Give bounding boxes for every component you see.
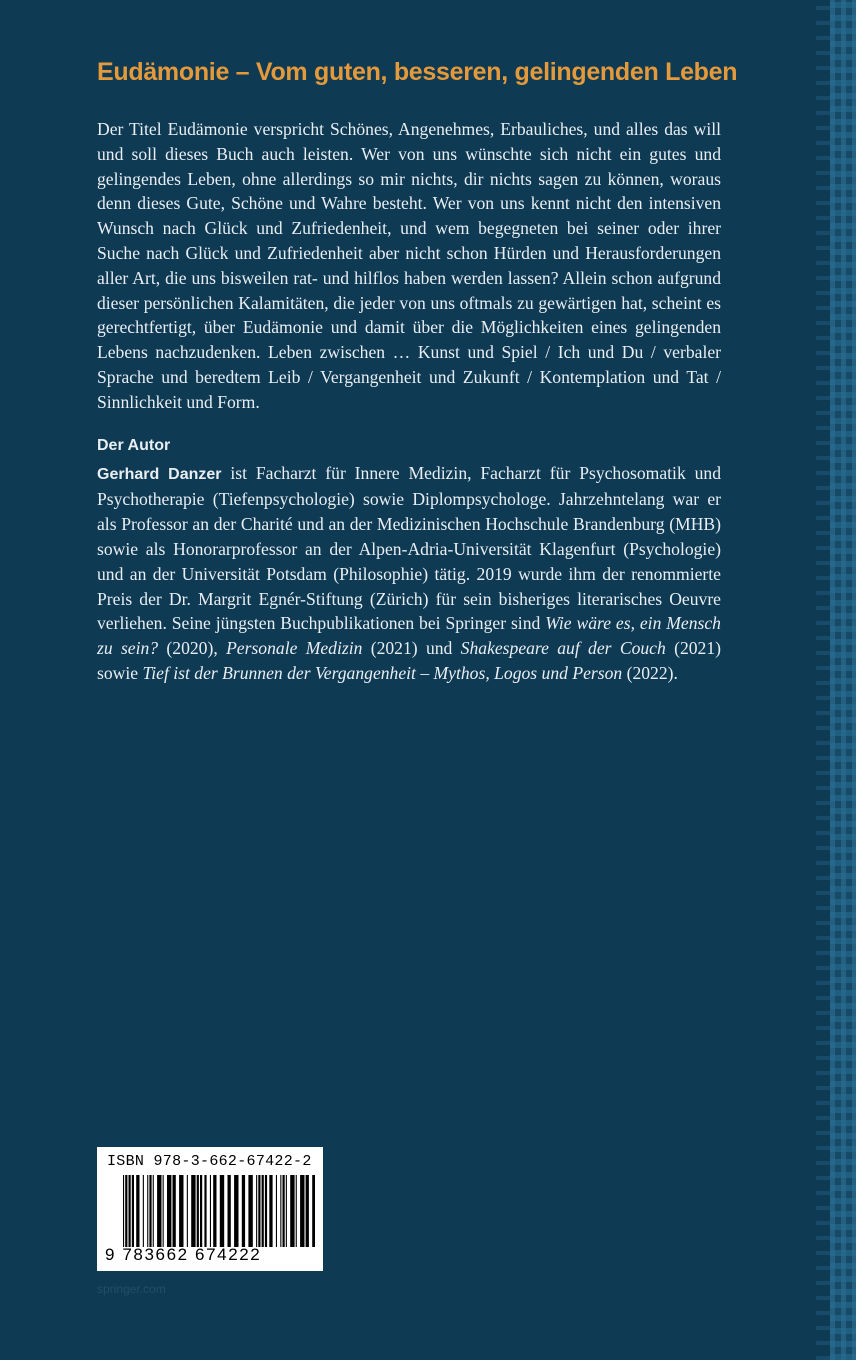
book-reference: Shakespeare auf der Couch <box>460 638 666 659</box>
barcode-bars <box>123 1175 315 1247</box>
author-bio-text: (2021) sowie <box>97 638 721 683</box>
author-name: Gerhard Danzer <box>97 465 222 483</box>
edge-pattern <box>830 0 856 1360</box>
publisher-url: springer.com <box>97 1282 166 1296</box>
author-bio-text: ist Facharzt für Innere Medizin, Facharzt für Psychosomatik und Psychotherapie (Tiefenpsychologie) sowie Diplompsychologe. Jahrzehntelang war er als Professor an der Charité und an der Medizinischen Hochschule Brandenburg (MHB) sowie als Honorarprofessor an der Alpen-Adria-Universität Klagenfurt (Psychologie) und an der Universität Potsdam (Philosophie) tätig. 2019 wurde ihm der renommierte Preis der Dr. Margrit Egnér-Stiftung (Zürich) für sein bisheriges literarisches Oeuvre verliehen. Seine jüngsten Buchpublikationen bei Springer sind <box>97 462 721 634</box>
author-bio-text: (2022). <box>622 662 678 683</box>
author-bio-text: (2020), <box>158 638 227 659</box>
author-bio-text: (2021) und <box>362 638 461 659</box>
book-reference: Tief ist der Brunnen der Vergangenheit – Mythos, Logos und Person <box>142 662 623 683</box>
book-title: Eudämonie – Vom guten, besseren, gelingenden Leben <box>97 58 738 86</box>
book-reference: Personale Medizin <box>226 638 363 659</box>
isbn-label: ISBN 978-3-662-67422-2 <box>107 1153 312 1170</box>
book-description: Der Titel Eudämonie verspricht Schönes, Angenehmes, Erbauliches, und alles das will und soll dieses Buch auch leisten. Wer von uns wünschte sich nicht ein gutes und gelingendes Leben, ohne allerdings so mir nichts, dir nichts sagen zu können, woraus denn dieses Gute, Schöne und Wahre besteht. Wer von uns kennt nicht den intensiven Wunsch nach Glück und Zufriedenheit, und wem begegneten bei seiner oder ihrer Suche nach Glück und Zufriedenheit aber nicht schon Hürden und Herausforderungen aller Art, die uns bisweilen rat- und hilflos haben werden lassen? Allein schon aufgrund dieser persönlichen Kalamitäten, die jeder von uns oftmals zu gewärtigen hat, scheint es gerechtfertigt, über Eudämonie und damit über die Möglichkeiten eines gelingenden Lebens nachzudenken. Leben zwischen … Kunst und Spiel / Ich und Du / verbaler Sprache und beredtem Leib / Vergangenheit und Zukunft / Kontemplation und Tat / Sinnlichkeit und Form. <box>97 119 721 412</box>
author-bio <box>97 461 721 686</box>
back-cover-content <box>97 58 738 686</box>
isbn-barcode <box>97 1147 323 1271</box>
book-reference: Wie wäre es, ein Mensch zu sein? <box>97 613 721 659</box>
edge-pattern-inner <box>816 0 830 1360</box>
barcode-digits: 9 783662 674222 <box>105 1245 262 1264</box>
author-heading: Der Autor <box>97 436 171 454</box>
